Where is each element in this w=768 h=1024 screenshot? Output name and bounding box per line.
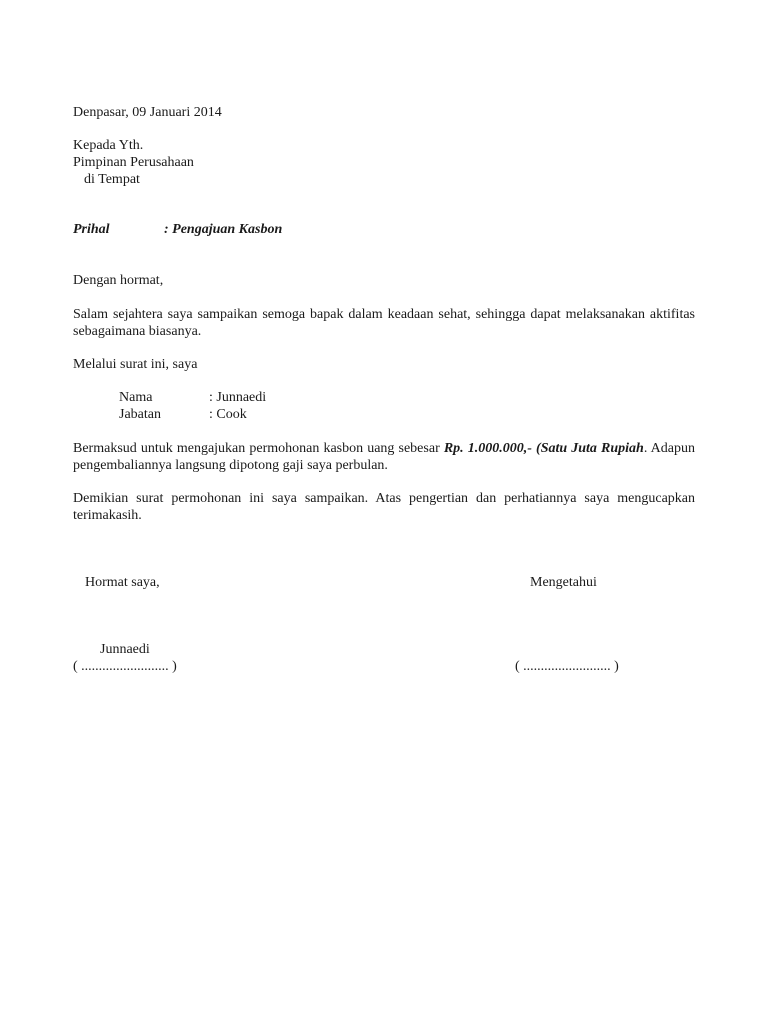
position-value: : Cook — [209, 407, 247, 422]
closing-paragraph — [73, 490, 695, 524]
signature-left-line: ( ......................... ) — [73, 659, 177, 674]
opening-paragraph — [73, 306, 695, 340]
opening-paragraph-text: Salam sejahtera saya sampaikan semoga bapak dalam keadaan sehat, sehingga dapat melaksanakan aktifitas sebagaimana biasanya. — [73, 307, 695, 339]
recipient-line-1: Kepada Yth. — [73, 138, 144, 153]
signature-right-line: ( ......................... ) — [515, 659, 619, 674]
greeting: Dengan hormat, — [73, 273, 164, 288]
name-value: : Junnaedi — [209, 390, 267, 405]
signature-right-salutation: Mengetahui — [530, 575, 597, 590]
request-paragraph — [73, 440, 695, 474]
place-date: Denpasar, 09 Januari 2014 — [73, 105, 222, 120]
closing-paragraph-text: Demikian surat permohonan ini saya sampaikan. Atas pengertian dan perhatiannya saya mengucapkan terimakasih. — [73, 491, 695, 523]
request-text-after: . Adapun pengembaliannya langsung dipotong gaji saya perbulan. — [73, 441, 695, 473]
signature-left-name: Junnaedi — [100, 642, 150, 657]
request-amount: Rp. 1.000.000,- (Satu Juta Rupiah — [443, 441, 644, 456]
signature-left-salutation: Hormat saya, — [85, 575, 160, 590]
intro-line: Melalui surat ini, saya — [73, 357, 198, 372]
subject-label: Prihal — [73, 222, 110, 237]
recipient-line-3: di Tempat — [84, 172, 140, 187]
recipient-line-2: Pimpinan Perusahaan — [73, 155, 194, 170]
subject-value: : Pengajuan Kasbon — [164, 222, 283, 237]
position-label: Jabatan — [119, 407, 161, 422]
request-text-before: Bermaksud untuk mengajukan permohonan kasbon uang sebesar — [73, 441, 444, 456]
name-label: Nama — [119, 390, 153, 405]
